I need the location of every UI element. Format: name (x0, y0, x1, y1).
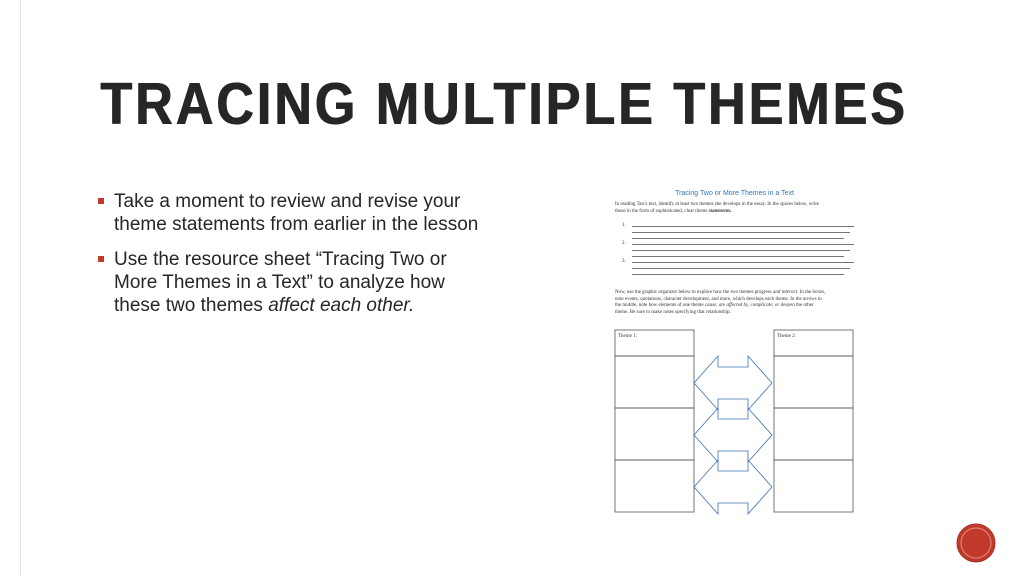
bullet-text-italic: affect each other. (268, 295, 415, 316)
next-slide-button[interactable] (955, 522, 997, 564)
theme1-box (615, 460, 694, 512)
theme2-label: Theme 2: (777, 334, 797, 339)
bullet-text: Take a moment to review and revise your theme statements from earlier in the lesson (114, 191, 479, 235)
instructions-line3: the middle, note how elements of one theme (615, 303, 705, 308)
instructions-emphasis: and interact (772, 290, 798, 295)
theme2-box (774, 460, 853, 512)
instructions-emphasis: cause, are affected by, complicate, or deepen (704, 303, 795, 308)
theme1-label: Theme 1: (618, 334, 638, 339)
instructions-line2: note events, quotations, character development, and more, which develops each theme. In the arrows in (615, 296, 822, 302)
worksheet-title: Tracing Two or More Themes in a Text (675, 190, 794, 197)
worksheet-image (612, 190, 857, 515)
worksheet-intro-line2: those in the form of sophisticated, clear theme (615, 208, 709, 214)
theme1-column (615, 330, 694, 512)
theme2-box (774, 408, 853, 460)
instructions-line1: Now, use the graphic organizer below to explore how the two themes progress (615, 290, 773, 295)
bullet-list (98, 190, 493, 329)
slide-title: TRACING MULTIPLE THEMES (100, 71, 908, 138)
instructions-line1-end: . In the boxes, (797, 290, 826, 295)
relationship-arrows (694, 356, 772, 514)
bullet-text: Use the resource sheet “Tracing Two or More Themes in a Text” to analyze how these two themes (114, 249, 447, 316)
double-arrow-icon (694, 460, 772, 514)
double-arrow-icon (694, 408, 772, 462)
instructions-line3-end: the other (794, 303, 814, 308)
theme2-column (774, 330, 853, 512)
bullet-item (98, 190, 493, 236)
theme2-box (774, 356, 853, 408)
answer-number: 3. (622, 259, 626, 264)
double-arrow-icon (694, 356, 772, 410)
answer-number: 1. (622, 223, 626, 228)
graphic-organizer (612, 190, 857, 515)
worksheet-intro-line1: In reading Tan’s text, identify at least two themes she develops in the essay. In the spaces below, write (615, 202, 819, 207)
left-divider-line (20, 0, 21, 576)
instructions-line4: theme. Be sure to make notes specifying that relationship. (615, 309, 731, 315)
nav-circle (957, 524, 995, 562)
bullet-item (98, 248, 493, 317)
worksheet-intro-emphasis: statements. (708, 208, 732, 214)
answer-number: 2. (622, 241, 626, 246)
theme1-box (615, 408, 694, 460)
square-bullet-icon (98, 198, 104, 204)
theme1-box (615, 356, 694, 408)
square-bullet-icon (98, 256, 104, 262)
